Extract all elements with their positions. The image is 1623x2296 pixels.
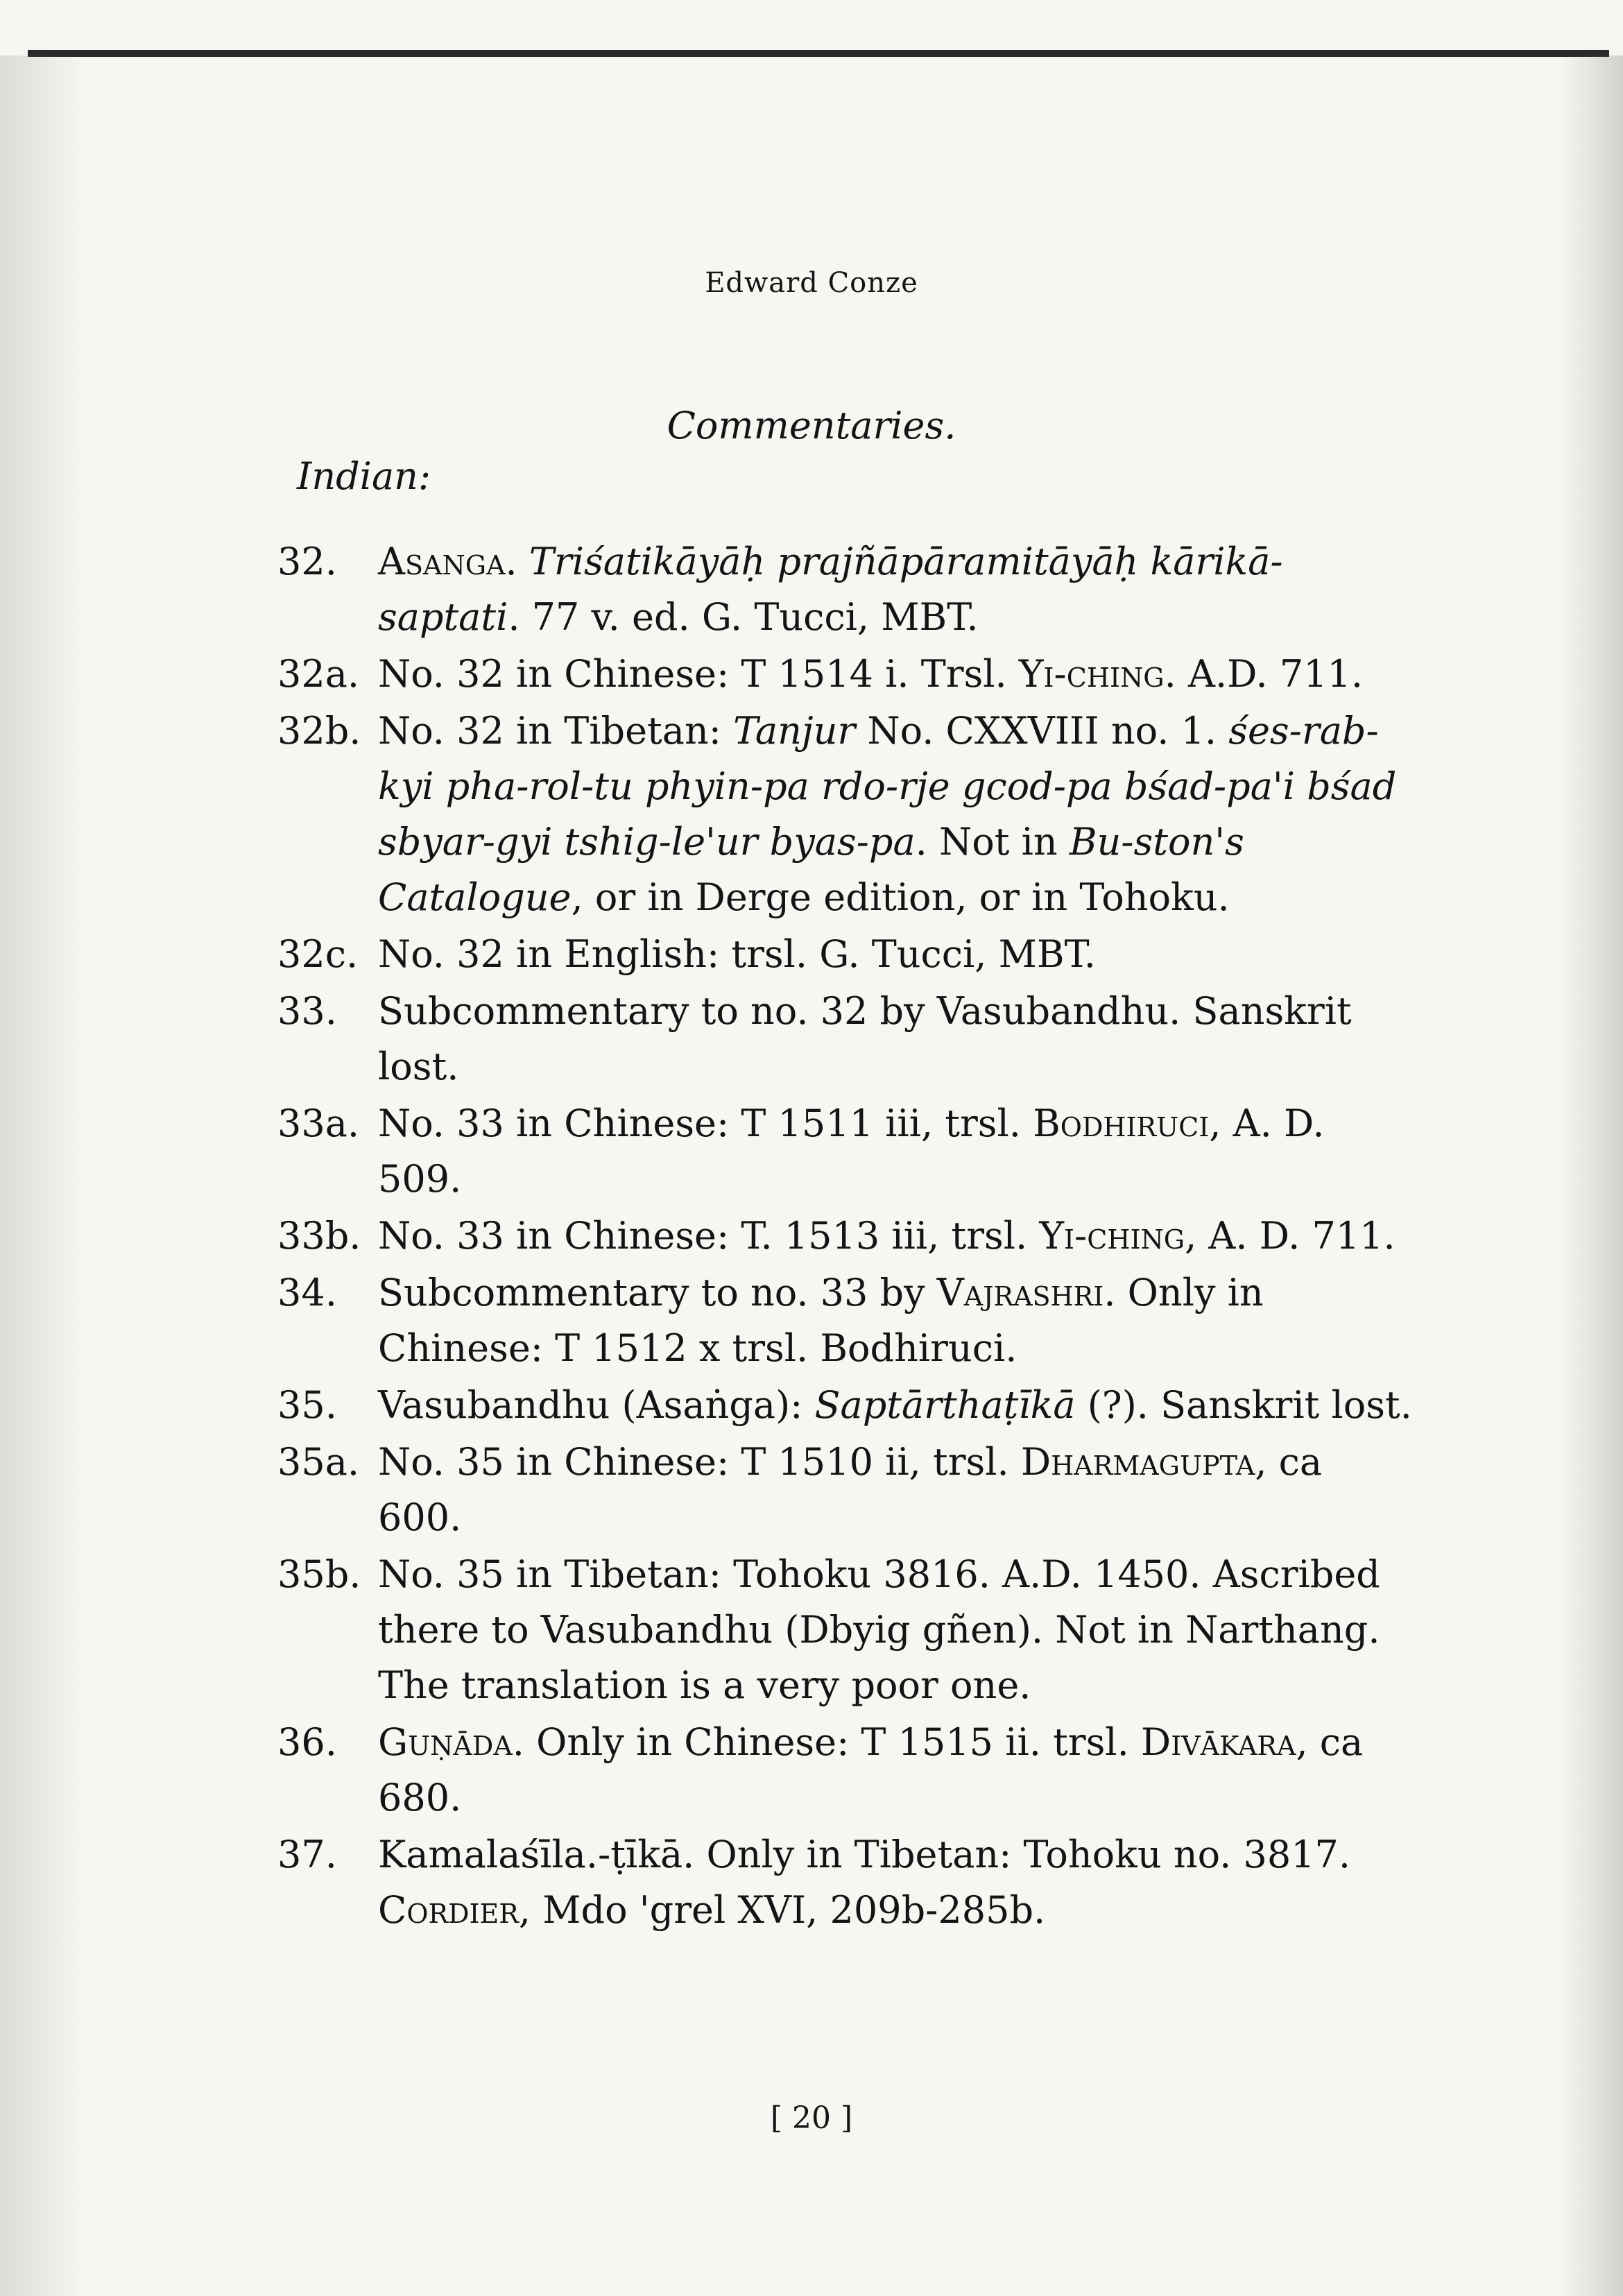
italic-title: śes-rab-kyi pha-rol-tu phyin-pa rdo-rje gcod-pa bśad-pa'i bśad sbyar-gyi tshig-le'ur byas-pa xyxy=(378,709,1397,864)
entry-number: 32c. xyxy=(277,932,359,976)
entry-segment: No. 35 in Chinese: T 1510 ii, trsl. xyxy=(378,1440,1021,1484)
entry-text xyxy=(378,652,1363,696)
entry-number: 33a. xyxy=(277,1102,360,1145)
small-caps-name: Divākara xyxy=(1140,1720,1296,1764)
list-item xyxy=(277,1265,1415,1376)
entry-text xyxy=(378,989,1352,1088)
italic-title: Saptārthaṭīkā xyxy=(814,1383,1076,1427)
list-item xyxy=(277,1096,1415,1207)
italic-title: Triśatikāyāḥ prajñāpāramitāyāḥ kārikā-saptati xyxy=(378,540,1283,639)
list-item xyxy=(277,1715,1415,1826)
entry-segment: , A. D. 711. xyxy=(1185,1214,1396,1258)
page-edge-line xyxy=(28,50,1609,57)
entry-text xyxy=(378,1271,1264,1370)
entry-number: 32b. xyxy=(277,709,361,753)
italic-title: Tanjur xyxy=(733,709,856,753)
list-item xyxy=(277,1827,1415,1938)
entry-number: 32a. xyxy=(277,652,360,696)
entry-segment: . Not in xyxy=(915,820,1070,864)
entry-number: 32. xyxy=(277,540,337,583)
list-item xyxy=(277,703,1415,925)
entry-segment: . A.D. 711. xyxy=(1164,652,1364,696)
entry-segment: Subcommentary to no. 32 by Vasubandhu. Sanskrit lost. xyxy=(378,989,1352,1088)
entry-segment: Kamalaśīla.-ṭīkā. Only in Tibetan: Tohoku no. 3817. xyxy=(378,1833,1351,1876)
entry-text xyxy=(378,932,1096,976)
entry-text xyxy=(378,1833,1350,1932)
small-caps-name: Guṇāda xyxy=(378,1720,513,1764)
entry-text xyxy=(378,709,1396,919)
list-item xyxy=(277,534,1415,645)
entry-segment: No. 32 in Chinese: T 1514 i. Trsl. xyxy=(378,652,1019,696)
entry-number: 35a. xyxy=(277,1440,360,1484)
entry-number: 37. xyxy=(277,1833,337,1876)
running-head: Edward Conze xyxy=(705,267,918,299)
entry-number: 35. xyxy=(277,1383,337,1427)
small-caps-name: Dharmagupta xyxy=(1020,1440,1255,1484)
entry-segment: No. 35 in Tibetan: Tohoku 3816. A.D. 1450. Ascribed there to Vasubandhu (Dbyig gñen). Not in Narthang. The translation is a very poor one. xyxy=(378,1552,1380,1707)
scan-shadow-left xyxy=(0,55,83,2296)
page-number: [ 20 ] xyxy=(770,2100,853,2136)
list-item xyxy=(277,1547,1415,1713)
entry-segment: (?). Sanskrit lost. xyxy=(1075,1383,1412,1427)
entry-segment: No. CXXVIII no. 1. xyxy=(855,709,1229,753)
small-caps-name: Yi-ching xyxy=(1018,652,1165,696)
small-caps-name: Asanga xyxy=(378,540,506,583)
entry-text xyxy=(378,1214,1396,1258)
entry-segment: . Only in Chinese: T 1515 ii. trsl. xyxy=(512,1720,1141,1764)
entry-segment: . xyxy=(505,540,529,583)
entry-segment: No. 33 in Chinese: T 1511 iii, trsl. xyxy=(378,1102,1033,1145)
entry-number: 36. xyxy=(277,1720,337,1764)
entry-segment: , Mdo 'grel XVI, 209b-285b. xyxy=(518,1888,1046,1932)
small-caps-name: Vajrashri xyxy=(936,1271,1104,1314)
entry-segment: , ca 600. xyxy=(378,1440,1323,1539)
list-item xyxy=(277,1434,1415,1545)
entry-text xyxy=(378,1383,1412,1427)
scan-shadow-right xyxy=(1561,55,1623,2296)
list-item xyxy=(277,927,1415,982)
entry-text xyxy=(378,540,1283,639)
entry-segment: , or in Derge edition, or in Tohoku. xyxy=(571,875,1230,919)
entry-text xyxy=(378,1102,1325,1201)
entry-number: 34. xyxy=(277,1271,337,1314)
entry-segment: No. 32 in English: trsl. G. Tucci, MBT. xyxy=(378,932,1096,976)
entry-number: 33. xyxy=(277,989,337,1033)
entry-segment: . 77 v. ed. G. Tucci, MBT. xyxy=(508,595,979,639)
entry-segment: No. 33 in Chinese: T. 1513 iii, trsl. xyxy=(378,1214,1040,1258)
small-caps-name: Bodhiruci xyxy=(1033,1102,1210,1145)
entry-segment: Vasubandhu (Asaṅga): xyxy=(378,1383,815,1427)
entry-text xyxy=(378,1552,1380,1707)
entry-segment: Subcommentary to no. 33 by xyxy=(378,1271,937,1314)
entry-list xyxy=(277,534,1415,1939)
entry-segment: , ca 680. xyxy=(378,1720,1364,1819)
entry-segment: , A. D. 509. xyxy=(378,1102,1325,1201)
entry-number: 33b. xyxy=(277,1214,361,1258)
entry-segment: No. 32 in Tibetan: xyxy=(378,709,734,753)
entry-segment: . Only in Chinese: T 1512 x trsl. Bodhiruci. xyxy=(378,1271,1264,1370)
list-item xyxy=(277,1208,1415,1264)
entry-text xyxy=(378,1440,1322,1539)
list-item xyxy=(277,646,1415,702)
list-item xyxy=(277,984,1415,1095)
italic-title: Bu-ston's Catalogue xyxy=(378,820,1244,919)
small-caps-name: Cordier xyxy=(378,1888,519,1932)
entry-number: 35b. xyxy=(277,1552,361,1596)
section-title: Commentaries. xyxy=(667,404,956,447)
small-caps-name: Yi-ching xyxy=(1039,1214,1185,1258)
list-item xyxy=(277,1378,1415,1433)
subsection-heading: Indian: xyxy=(297,454,431,498)
entry-text xyxy=(378,1720,1363,1819)
